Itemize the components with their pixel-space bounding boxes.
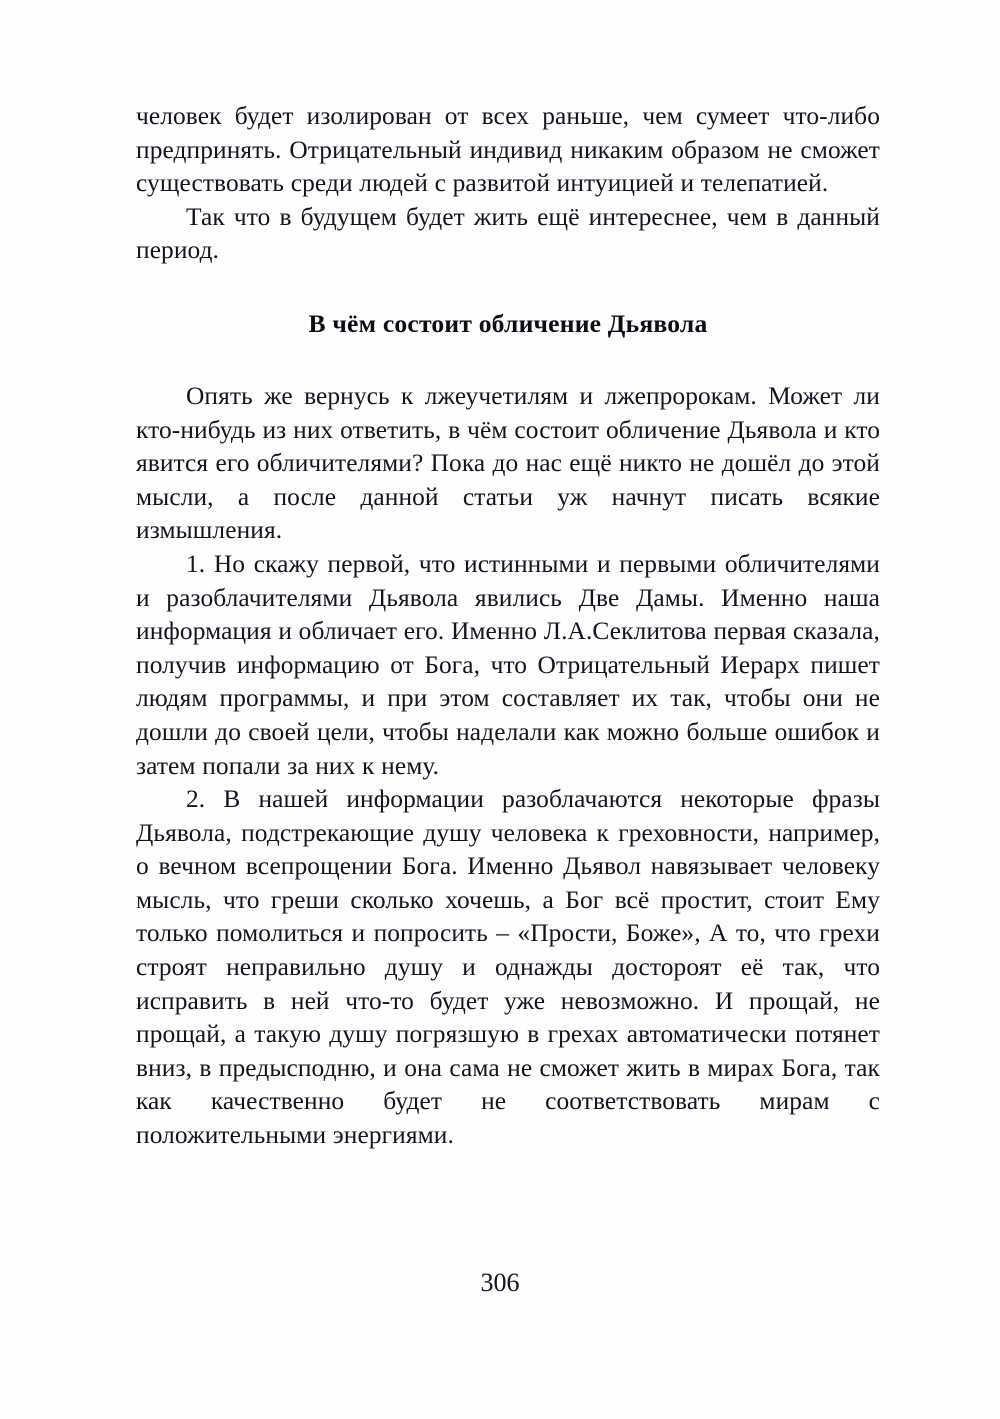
spacer-before-heading [136, 268, 880, 308]
section-heading: В чём состоит обличение Дьявола [308, 308, 708, 338]
page-number: 306 [480, 1268, 520, 1297]
paragraph-point-2: 2. В нашей информации разоблачаются некоторые фразы Дьявола, подстрекающие душу человека к греховности, например, о вечном всепрощении Бога. Именно Дьявол навязывает человеку мысль, что греши сколько хочешь, а Бог всё простит, стоит Ему только помолиться и попросить – «Прости, Боже», А то, что грехи строят неправильно душу и однажды достороят её так, что исправить в ней что-то будет уже невозможно. И прощай, не прощай, а такую душу погрязшую в грехах автоматически потянет вниз, в предысподню, и она сама не сможет жить в мирах Бога, так как качественно будет не соответствовать мирам с положительными энергиями. [136, 785, 880, 1150]
paragraph-false-teachers: Опять же вернусь к лжеучетилям и лжепророкам. Может ли кто-нибудь из них ответить, в чём состоит обличение Дьявола и кто явится его обличителями? Пока до нас ещё никто не дошёл до этой мысли, а после данной статьи уж начнут писать всякие измышления. [136, 381, 880, 545]
paragraph-future-interesting: Так что в будущем будет жить ещё интереснее, чем в данный период. [136, 202, 880, 265]
page-text-block [136, 100, 880, 1153]
paragraph-point-1: 1. Но скажу первой, что истинными и первыми обличителями и разоблачителями Дьявола явились Две Дамы. Именно наша информация и обличает его. Именно Л.А.Секлитова первая сказала, получив информацию от Бога, что Отрицательный Иерарх пишет людям программы, и при этом составляет их так, чтобы они не дошли до своей цели, чтобы наделали как можно больше ошибок и затем попали за них к нему. [136, 549, 880, 780]
spacer-after-heading [136, 340, 880, 380]
paragraph-continued-isolation: человек будет изолирован от всех раньше, чем сумеет что-либо предпринять. Отрицательный индивид никаким образом не сможет существовать среди людей с развитой интуицией и телепатией. [136, 102, 880, 198]
